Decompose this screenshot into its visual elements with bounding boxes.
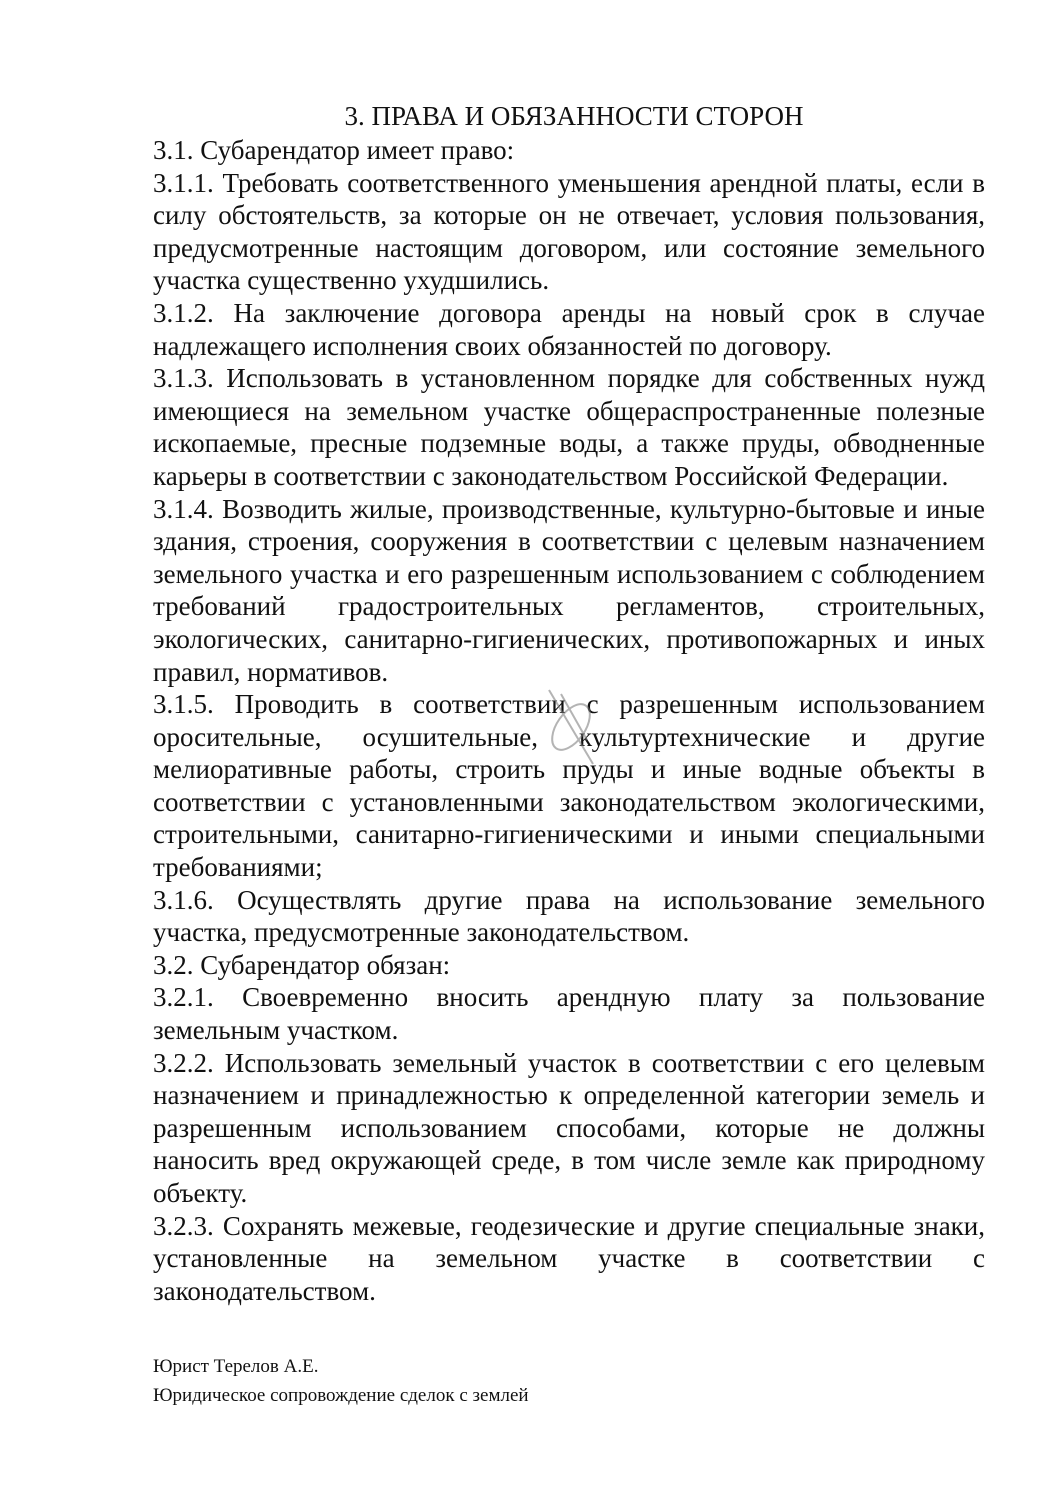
paragraph-3-2: 3.2. Субарендатор обязан: bbox=[153, 949, 451, 980]
paragraph-3-1-4: 3.1.4. Возводить жилые, производственные, культурно-бытовые и иные здания, строения, сооружения в соответствии с целевым назначением земельного участка и его разрешенным использованием с соблюдением требований градостроительных регламентов, строительных, экологических, санитарно-гигиенических, противопожарных и иных правил, нормативов. bbox=[153, 493, 985, 687]
document-page bbox=[153, 100, 985, 1307]
paragraph-3-2-3: 3.2.3. Сохранять межевые, геодезические и другие специальные знаки, установленные на земельном участке в соответствии с законодательством. bbox=[153, 1210, 985, 1306]
section-title: 3. ПРАВА И ОБЯЗАННОСТИ СТОРОН bbox=[344, 101, 804, 131]
footer bbox=[153, 1352, 529, 1410]
paragraph-3-1-6: 3.1.6. Осуществлять другие права на использование земельного участка, предусмотренные законодательством. bbox=[153, 884, 985, 948]
footer-service: Юридическое сопровождение сделок с землей bbox=[153, 1385, 529, 1406]
paragraph-3-1: 3.1. Субарендатор имеет право: bbox=[153, 135, 515, 165]
paragraph-3-1-5: 3.1.5. Проводить в соответствии с разрешенным использованием оросительные, осушительные, культуртехнические и другие мелиоративные работы, строить пруды и иные водные объекты в соответствии с установленными законодательством экологическими, строительными, санитарно-гигиеническими и иными специальными требованиями; bbox=[153, 689, 985, 883]
paragraph-3-1-1: 3.1.1. Требовать соответственного уменьшения арендной платы, если в силу обстоятельств, за которые он не отвечает, условия пользования, предусмотренные настоящим договором, или состояние земельного участка существенно ухудшились. bbox=[153, 167, 985, 296]
paragraph-3-2-2: 3.2.2. Использовать земельный участок в соответствии с его целевым назначением и принадлежностью к определенной категории земель и разрешенным использованием способами, которые не должны наносить вред окружающей среде, в том числе земле как природному объекту. bbox=[153, 1047, 985, 1208]
paragraph-3-2-1: 3.2.1. Своевременно вносить арендную плату за пользование земельным участком. bbox=[153, 982, 985, 1046]
paragraph-3-1-3: 3.1.3. Использовать в установленном порядке для собственных нужд имеющиеся на земельном участке общераспространенные полезные ископаемые, пресные подземные воды, а также пруды, обводненные карьеры в соответствии с законодательством Российской Федерации. bbox=[153, 363, 985, 491]
paragraph-3-1-2: 3.1.2. На заключение договора аренды на новый срок в случае надлежащего исполнения своих обязанностей по договору. bbox=[153, 297, 985, 361]
footer-author: Юрист Терелов А.Е. bbox=[153, 1356, 319, 1377]
